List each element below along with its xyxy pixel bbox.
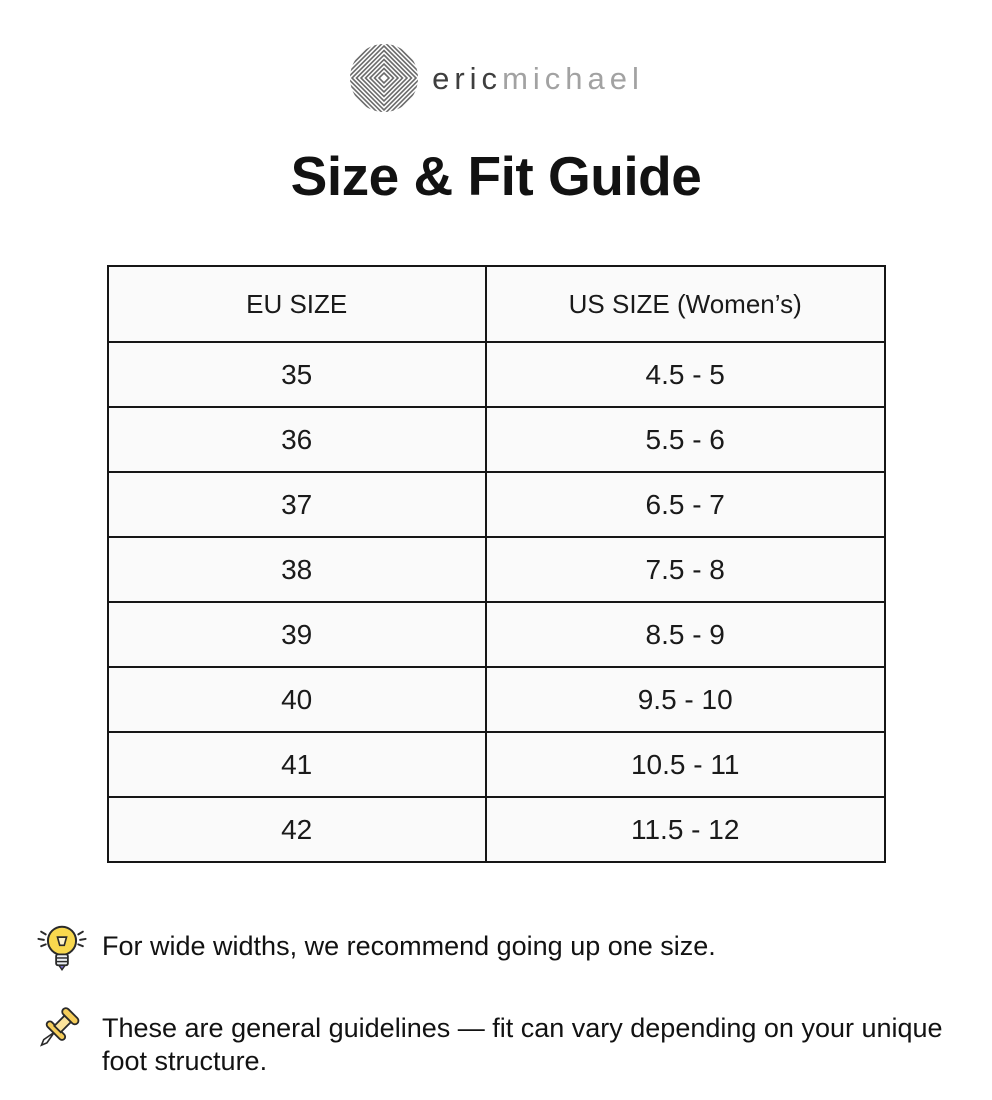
note-text-wide-widths: For wide widths, we recommend going up one size. [102,931,716,961]
lightbulb-icon [33,919,91,977]
table-row [108,602,885,667]
table-row [108,797,885,862]
note-general-guidelines [33,1001,968,1078]
table-row [108,732,885,797]
table-cell: 37 [108,472,486,537]
size-table-header [108,266,885,342]
note-text-general-guidelines: These are general guidelines — fit can vary depending on your unique foot structure. [102,1013,943,1076]
table-header-row [108,266,885,342]
table-cell: 38 [108,537,486,602]
diamond-pattern-logo-icon [348,42,420,114]
table-cell: 11.5 - 12 [486,797,885,862]
column-header-us-size: US SIZE (Women’s) [486,266,885,342]
size-table-body [108,342,885,862]
page-title: Size & Fit Guide [290,145,702,207]
column-header-eu-size: EU SIZE [108,266,486,342]
table-cell: 39 [108,602,486,667]
table-row [108,342,885,407]
notes-section [33,919,968,1078]
table-cell: 4.5 - 5 [486,342,885,407]
table-cell: 10.5 - 11 [486,732,885,797]
pushpin-icon [33,1001,91,1059]
brand-name-secondary: michael [502,60,644,96]
table-row [108,472,885,537]
brand-logo [0,42,992,114]
brand-name [432,60,644,96]
table-row [108,537,885,602]
table-cell: 36 [108,407,486,472]
table-cell: 40 [108,667,486,732]
table-row [108,407,885,472]
table-cell: 41 [108,732,486,797]
table-cell: 9.5 - 10 [486,667,885,732]
note-wide-widths [33,919,968,977]
table-cell: 35 [108,342,486,407]
size-chart-table [107,265,886,863]
brand-name-primary: eric [432,60,503,96]
table-row [108,667,885,732]
table-cell: 5.5 - 6 [486,407,885,472]
table-cell: 42 [108,797,486,862]
table-cell: 7.5 - 8 [486,537,885,602]
table-cell: 6.5 - 7 [486,472,885,537]
table-cell: 8.5 - 9 [486,602,885,667]
